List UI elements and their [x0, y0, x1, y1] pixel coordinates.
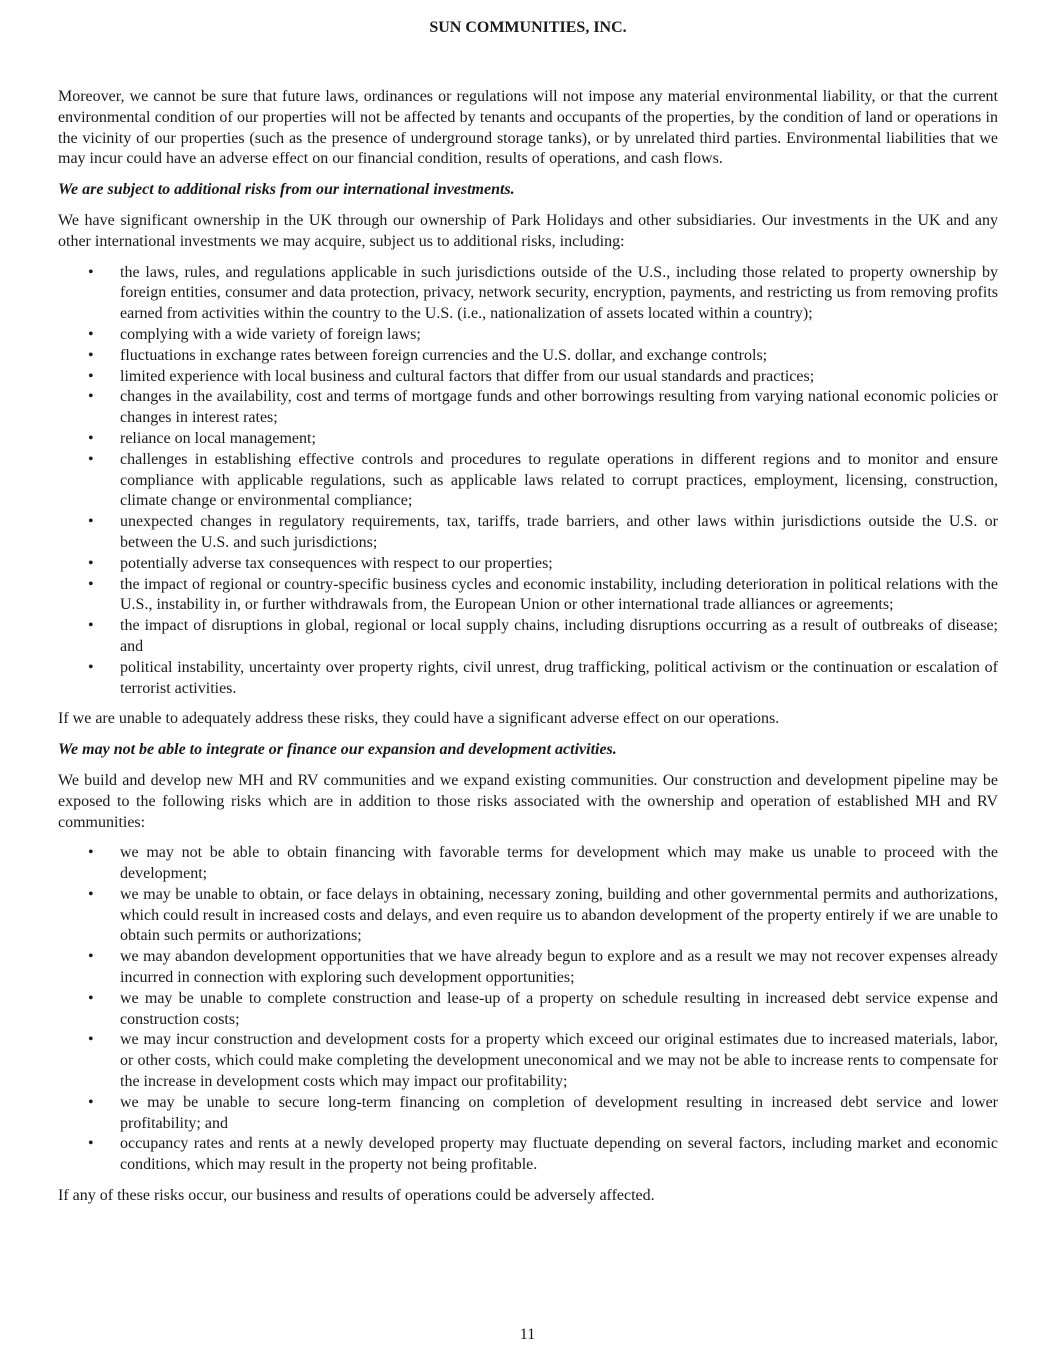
- list-item-text: we may be unable to secure long-term financing on completion of development resulting in increased debt service and lower profitability; and: [120, 1093, 998, 1132]
- bullet-icon: •: [88, 885, 94, 903]
- list-item: [58, 512, 998, 554]
- list-item: [58, 346, 998, 367]
- list-item: [58, 263, 998, 325]
- list-item: [58, 450, 998, 512]
- list-item: [58, 575, 998, 617]
- bullet-icon: •: [88, 554, 94, 572]
- list-item-text: the impact of regional or country-specific business cycles and economic instability, including deterioration in political relations with the U.S., instability in, or further withdrawals from, the European Union or other international trade alliances or agreements;: [120, 575, 998, 614]
- bullet-icon: •: [88, 844, 94, 862]
- list-item-text: political instability, uncertainty over property rights, civil unrest, drug trafficking, political activism or the continuation or escalation of terrorist activities.: [120, 658, 998, 697]
- bullet-icon: •: [88, 263, 94, 281]
- bullet-icon: •: [88, 450, 94, 468]
- list-item-text: limited experience with local business and cultural factors that differ from our usual standards and practices;: [120, 367, 815, 385]
- bullet-icon: •: [88, 325, 94, 343]
- list-item: [58, 989, 998, 1031]
- page-number: 11: [519, 1326, 536, 1343]
- list-item: [58, 658, 998, 700]
- bullet-icon: •: [88, 388, 94, 406]
- document-page: [58, 18, 998, 1217]
- bullet-icon: •: [88, 617, 94, 635]
- list-item-text: reliance on local management;: [120, 429, 316, 447]
- bullet-icon: •: [88, 346, 94, 364]
- list-item-text: the impact of disruptions in global, regional or local supply chains, including disruptions occurring as a result of outbreaks of disease; and: [120, 617, 998, 655]
- list-item: [58, 387, 998, 429]
- bullet-icon: •: [88, 948, 94, 966]
- list-item-text: we may abandon development opportunities that we have already begun to explore and as a result we may not recover expenses already incurred in connection with exploring such development opportunities;: [120, 948, 998, 987]
- bullet-icon: •: [88, 429, 94, 447]
- list-item-text: we may not be able to obtain financing with favorable terms for development which may make us unable to proceed with the development;: [120, 844, 998, 883]
- list-item-text: unexpected changes in regulatory requirements, tax, tariffs, trade barriers, and other laws within jurisdictions outside the U.S. or between the U.S. and such jurisdictions;: [120, 513, 998, 551]
- bullet-icon: •: [88, 367, 94, 385]
- bullet-icon: •: [88, 513, 94, 531]
- list-item: [58, 325, 998, 346]
- section1-intro: We have significant ownership in the UK through our ownership of Park Holidays and other subsidiaries. Our investments in the UK and any other international investments we may acquire, subject us to additional risks, including:: [58, 211, 998, 250]
- section2-closing: If any of these risks occur, our business and results of operations could be adversely affected.: [58, 1187, 655, 1205]
- list-item: [58, 1030, 998, 1092]
- list-item-text: we may be unable to obtain, or face delays in obtaining, necessary zoning, building and other governmental permits and authorizations, which could result in increased costs and delays, and even require us to abandon development of the property entirely if we are unable to obtain such permits or authorizations;: [120, 885, 998, 945]
- bullet-icon: •: [88, 575, 94, 593]
- list-item: [58, 554, 998, 575]
- bullet-icon: •: [88, 989, 94, 1007]
- bullet-icon: •: [88, 1031, 94, 1049]
- company-header: SUN COMMUNITIES, INC.: [429, 19, 627, 36]
- list-item: [58, 885, 998, 947]
- list-item-text: challenges in establishing effective controls and procedures to regulate operations in different regions and to monitor and ensure compliance with applicable regulations, such as applicable laws related to corrupt practices, employment, licensing, construction, climate change or environmental compliance;: [120, 450, 998, 510]
- list-item: [58, 367, 998, 388]
- list-item-text: the laws, rules, and regulations applicable in such jurisdictions outside of the U.S., including those related to property ownership by foreign entities, consumer and data protection, privacy, network security, encryption, payments, and restricting us from removing profits earned from activities within the country to the U.S. (i.e., nationalization of assets located within a country);: [120, 263, 998, 323]
- list-item: [58, 947, 998, 989]
- list-item-text: potentially adverse tax consequences with respect to our properties;: [120, 554, 553, 572]
- section2-intro: We build and develop new MH and RV communities and we expand existing communities. Our construction and development pipeline may be exposed to the following risks which are in addition to those risks associated with the ownership and operation of established MH and RV communities:: [58, 771, 998, 831]
- section2-risk-list: [58, 843, 998, 1176]
- bullet-icon: •: [88, 1135, 94, 1153]
- list-item: [58, 1134, 998, 1176]
- list-item-text: changes in the availability, cost and terms of mortgage funds and other borrowings resulting from varying national economic policies or changes in interest rates;: [120, 388, 998, 427]
- section1-closing: If we are unable to adequately address these risks, they could have a significant adverse effect on our operations.: [58, 710, 780, 728]
- intro-paragraph: Moreover, we cannot be sure that future laws, ordinances or regulations will not impose any material environmental liability, or that the current environmental condition of our properties will not be affected by tenants and occupants of the properties, by the condition of land or operations in the vicinity of our properties (such as the presence of underground storage tanks), or by unrelated third parties. Environmental liabilities that we may incur could have an adverse effect on our financial condition, results of operations, and cash flows.: [58, 88, 998, 168]
- section1-heading: We are subject to additional risks from our international investments.: [58, 181, 515, 199]
- list-item-text: we may incur construction and development costs for a property which exceed our original estimates due to increased materials, labor, or other costs, which could make completing the development uneconomical and we may not be able to increase rents to compensate for the increase in development costs which may impact our profitability;: [120, 1031, 998, 1091]
- section2-heading: We may not be able to integrate or finance our expansion and development activities.: [58, 741, 617, 759]
- bullet-icon: •: [88, 658, 94, 676]
- list-item: [58, 616, 998, 658]
- list-item: [58, 843, 998, 885]
- list-item-text: we may be unable to complete construction and lease-up of a property on schedule resulting in increased debt service expense and construction costs;: [120, 989, 998, 1028]
- section1-risk-list: [58, 263, 998, 700]
- bullet-icon: •: [88, 1093, 94, 1111]
- list-item-text: occupancy rates and rents at a newly developed property may fluctuate depending on several factors, including market and economic conditions, which may result in the property not being profitable.: [120, 1135, 998, 1174]
- list-item-text: complying with a wide variety of foreign laws;: [120, 325, 421, 343]
- list-item: [58, 429, 998, 450]
- list-item: [58, 1093, 998, 1135]
- list-item-text: fluctuations in exchange rates between foreign currencies and the U.S. dollar, and exchange controls;: [120, 346, 768, 364]
